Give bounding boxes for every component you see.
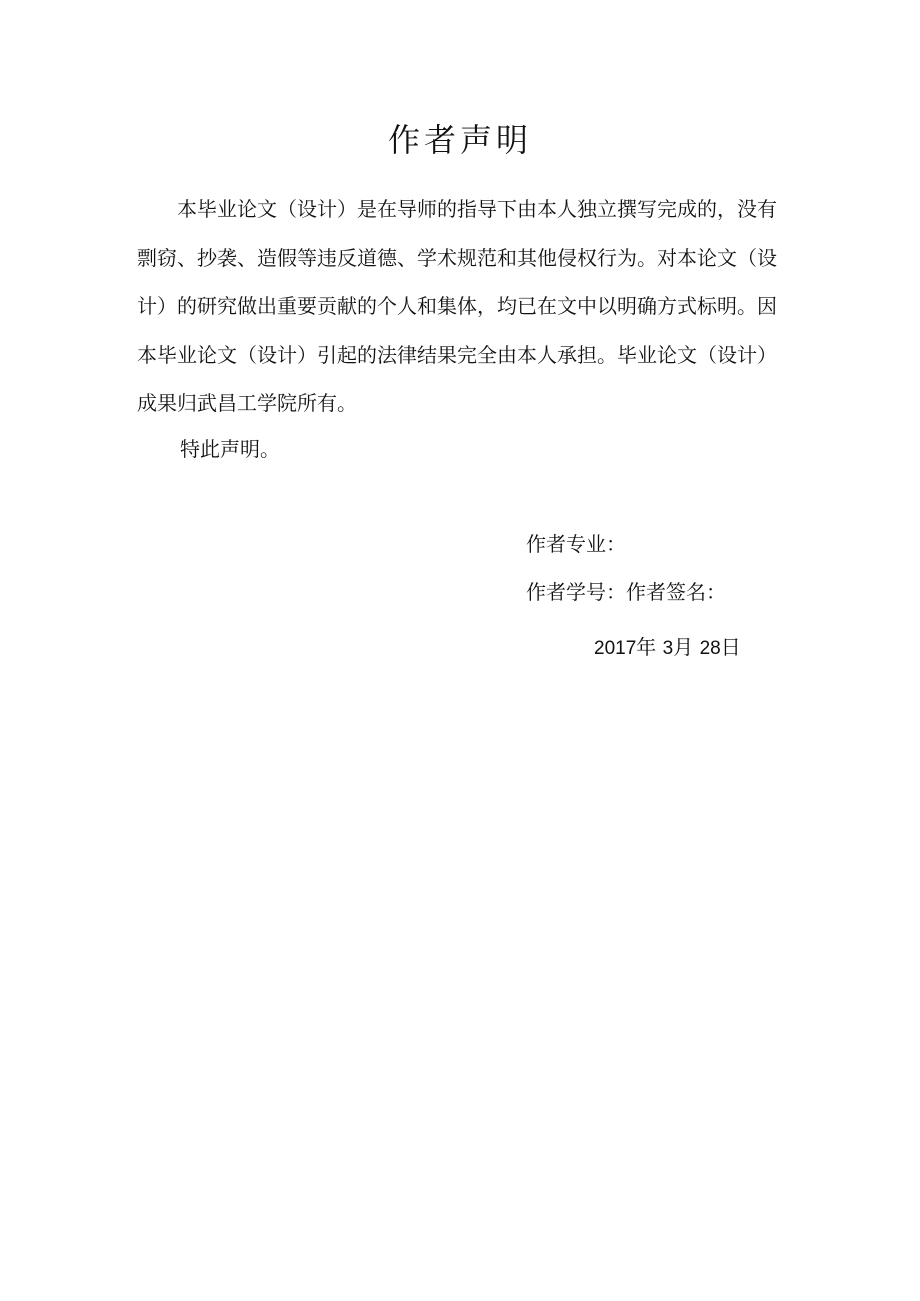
statement-line: 成果归武昌工学院所有。: [137, 391, 357, 415]
date-year-unit: 年: [636, 635, 657, 659]
date-day-unit: 日: [720, 635, 741, 659]
declaration-date: [594, 632, 741, 664]
statement-line: 本毕业论文（设计）是在导师的指导下由本人独立撰写完成的，没有: [177, 197, 777, 221]
author-major-field: [526, 529, 626, 559]
statement-line: 本毕业论文（设计）引起的法律结果完全由本人承担。毕业论文（设计）: [137, 342, 777, 367]
date-month: 3: [662, 638, 674, 659]
statement-line: 计）的研究做出重要贡献的个人和集体，均已在文中以明确方式标明。因: [137, 294, 777, 318]
statement-line: 剽窃、抄袭、造假等违反道德、学术规范和其他侵权行为。对本论文（设: [137, 245, 777, 270]
author-major-label: 作者专业：: [526, 532, 626, 556]
author-id-signature-field: [526, 577, 726, 607]
date-day: 28: [699, 638, 721, 659]
statement-body: [137, 185, 787, 428]
author-signature-label: 作者签名：: [626, 580, 726, 604]
author-id-label: 作者学号：: [526, 580, 626, 604]
date-year: 2017: [594, 638, 637, 659]
page-title: 作者声明: [387, 121, 532, 159]
closing-statement: 特此声明。: [180, 437, 280, 461]
date-month-unit: 月: [673, 635, 694, 659]
